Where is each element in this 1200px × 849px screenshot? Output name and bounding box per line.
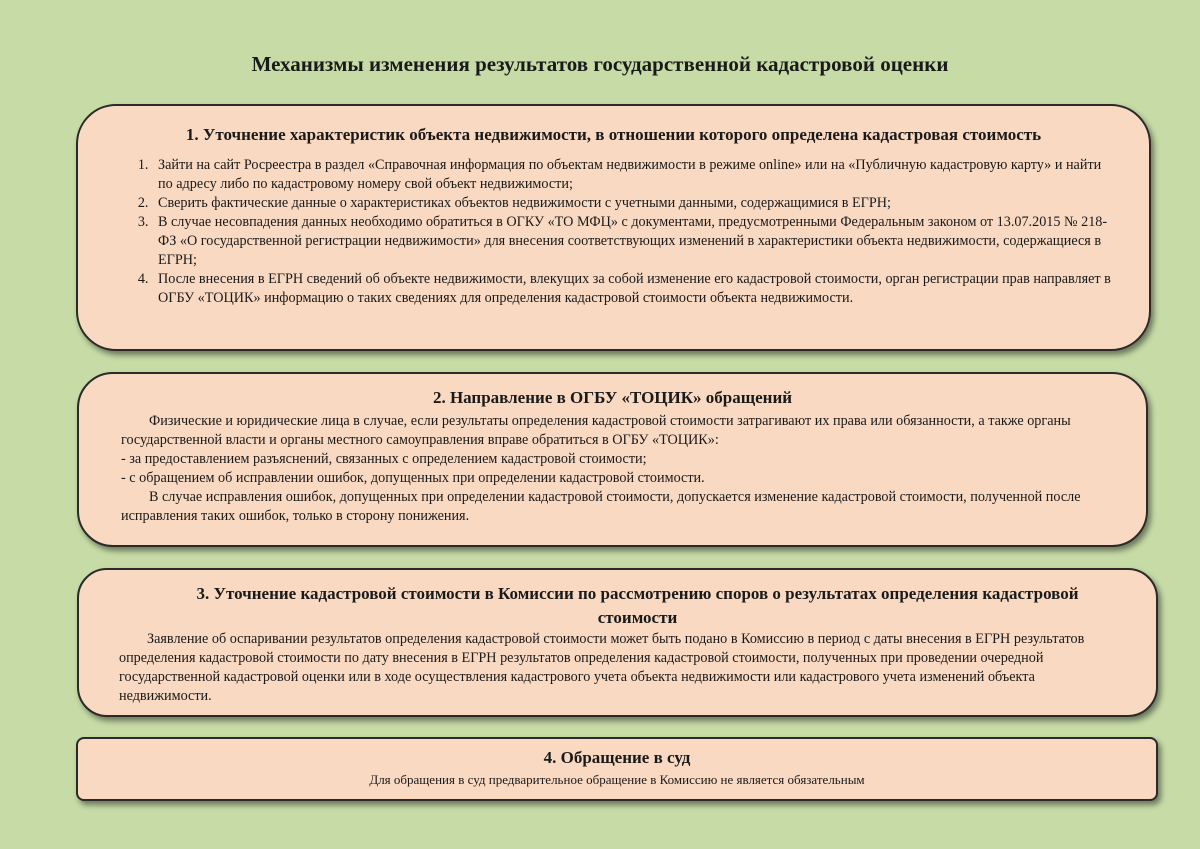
section-body: Для обращения в суд предварительное обращение в Комиссию не является обязательным: [369, 772, 865, 787]
intro-text: Физические и юридические лица в случае, если результаты определения кадастровой стоимости затрагивают их права или обязанности, а также органы государственной власти и органы местного самоуправления вправе обратиться в ОГБУ «ТОЦИК»:: [121, 413, 1071, 448]
section-heading: 2. Направление в ОГБУ «ТОЦИК» обращений: [432, 388, 793, 407]
steps-list: [78, 156, 1149, 308]
list-item: 3. В случае несовпадения данных необходимо обратиться в ОГКУ «ТО МФЦ» с документами, предусмотренными Федеральным законом от 13.07.2015 № 218-ФЗ «О государственной регистрации недвижимости» для внесения соответствующих изменений в характеристики объекта недвижимости, содержащиеся в ЕГРН;: [152, 213, 1119, 270]
section-commission: [77, 568, 1158, 717]
section-heading: 4. Обращение в суд: [543, 748, 691, 767]
section-clarify-characteristics: [76, 104, 1151, 351]
section-body: [79, 408, 1146, 526]
page-title: Механизмы изменения результатов государственной кадастровой оценки: [251, 52, 949, 76]
list-item: 1. Зайти на сайт Росреестра в раздел «Справочная информация по объектам недвижимости в режиме online» или на «Публичную кадастровую карту» и найти по адресу либо по кадастровому номеру свой объект недвижимости;: [152, 156, 1119, 194]
section-court: [76, 737, 1158, 801]
section-heading: 1. Уточнение характеристик объекта недвижимости, в отношении которого определена кадастровая стоимость: [185, 125, 1042, 144]
list-item: 2. Сверить фактические данные о характеристиках объектов недвижимости с учетными данными, содержащимися в ЕГРН;: [152, 194, 1119, 213]
section-body: Заявление об оспаривании результатов определения кадастровой стоимости может быть подано в Комиссию в период с даты внесения в ЕГРН результатов определения кадастровой стоимости по дату внесения в ЕГРН результатов определения кадастровой стоимости, полученных при проведении очередной государственной кадастровой оценки или в ходе осуществления кадастрового учета объекта недвижимости или кадастрового учета изменений объекта недвижимости.: [119, 631, 1085, 704]
list-item: - за предоставлением разъяснений, связанных с определением кадастровой стоимости;: [121, 451, 647, 467]
section-appeal-tocik: [77, 372, 1148, 547]
list-item: 4. После внесения в ЕГРН сведений об объекте недвижимости, влекущих за собой изменение его кадастровой стоимости, орган регистрации прав направляет в ОГБУ «ТОЦИК» информацию о таких сведениях для определения кадастровой стоимости объекта недвижимости.: [152, 270, 1119, 308]
section-heading: 3. Уточнение кадастровой стоимости в Комиссии по рассмотрению споров о результатах определения кадастровой стоимости: [196, 584, 1079, 627]
list-item: - с обращением об исправлении ошибок, допущенных при определении кадастровой стоимости.: [121, 470, 705, 486]
note-text: В случае исправления ошибок, допущенных при определении кадастровой стоимости, допускается изменение кадастровой стоимости, полученной после исправления таких ошибок, только в сторону понижения.: [121, 489, 1081, 524]
